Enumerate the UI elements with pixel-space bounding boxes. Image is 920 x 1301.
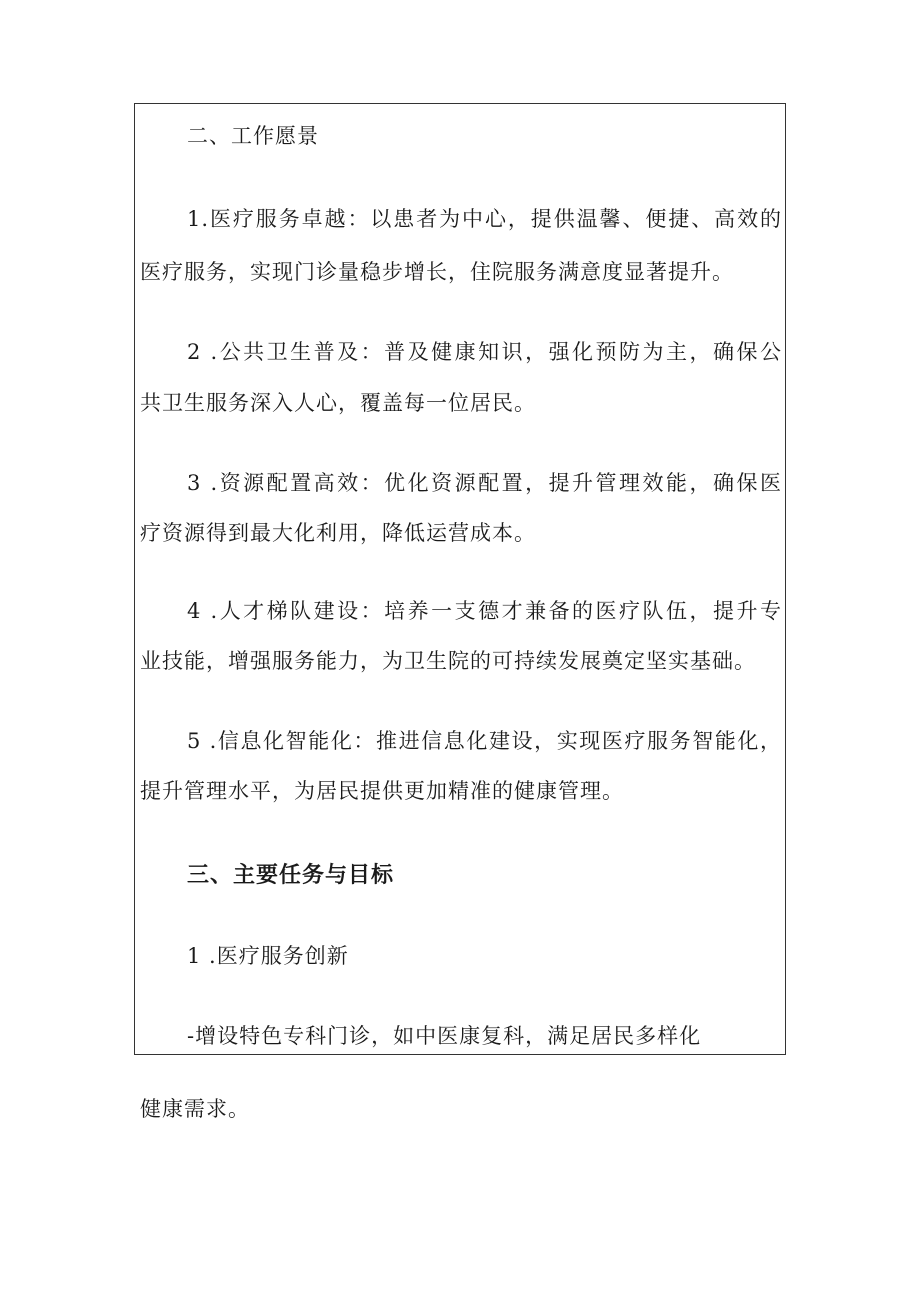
item-3-line-1: 3 .资源配置高效：优化资源配置，提升管理效能，确保医 [187, 471, 782, 495]
content-frame [134, 103, 786, 1055]
item-2-line-1: 2 .公共卫生普及：普及健康知识，强化预防为主，确保公 [187, 340, 782, 364]
item-5-line-1: 5 .信息化智能化：推进信息化建设，实现医疗服务智能化， [187, 729, 782, 753]
item-2-line-2: 共卫生服务深入人心，覆盖每一位居民。 [140, 391, 536, 415]
item-1-line-2: 医疗服务，实现门诊量稳步增长，住院服务满意度显著提升。 [140, 260, 734, 284]
item-5-line-2: 提升管理水平，为居民提供更加精准的健康管理。 [140, 779, 624, 803]
bullet-line-2: 健康需求。 [140, 1097, 250, 1121]
item-1-line-1: 1.医疗服务卓越：以患者为中心，提供温馨、便捷、高效的 [187, 207, 782, 231]
item-3-line-2: 疗资源得到最大化利用，降低运营成本。 [140, 521, 536, 545]
heading-main-tasks: 三、主要任务与目标 [187, 863, 395, 888]
item-4-line-1: 4 .人才梯队建设：培养一支德才兼备的医疗队伍，提升专 [187, 599, 782, 623]
subheading-medical-innovation: 1 .医疗服务创新 [187, 944, 349, 968]
item-4-line-2: 业技能，增强服务能力，为卫生院的可持续发展奠定坚实基础。 [140, 649, 756, 673]
bullet-line-1: -增设特色专科门诊，如中医康复科，满足居民多样化 [187, 1024, 702, 1048]
heading-work-vision: 二、工作愿景 [187, 124, 319, 148]
